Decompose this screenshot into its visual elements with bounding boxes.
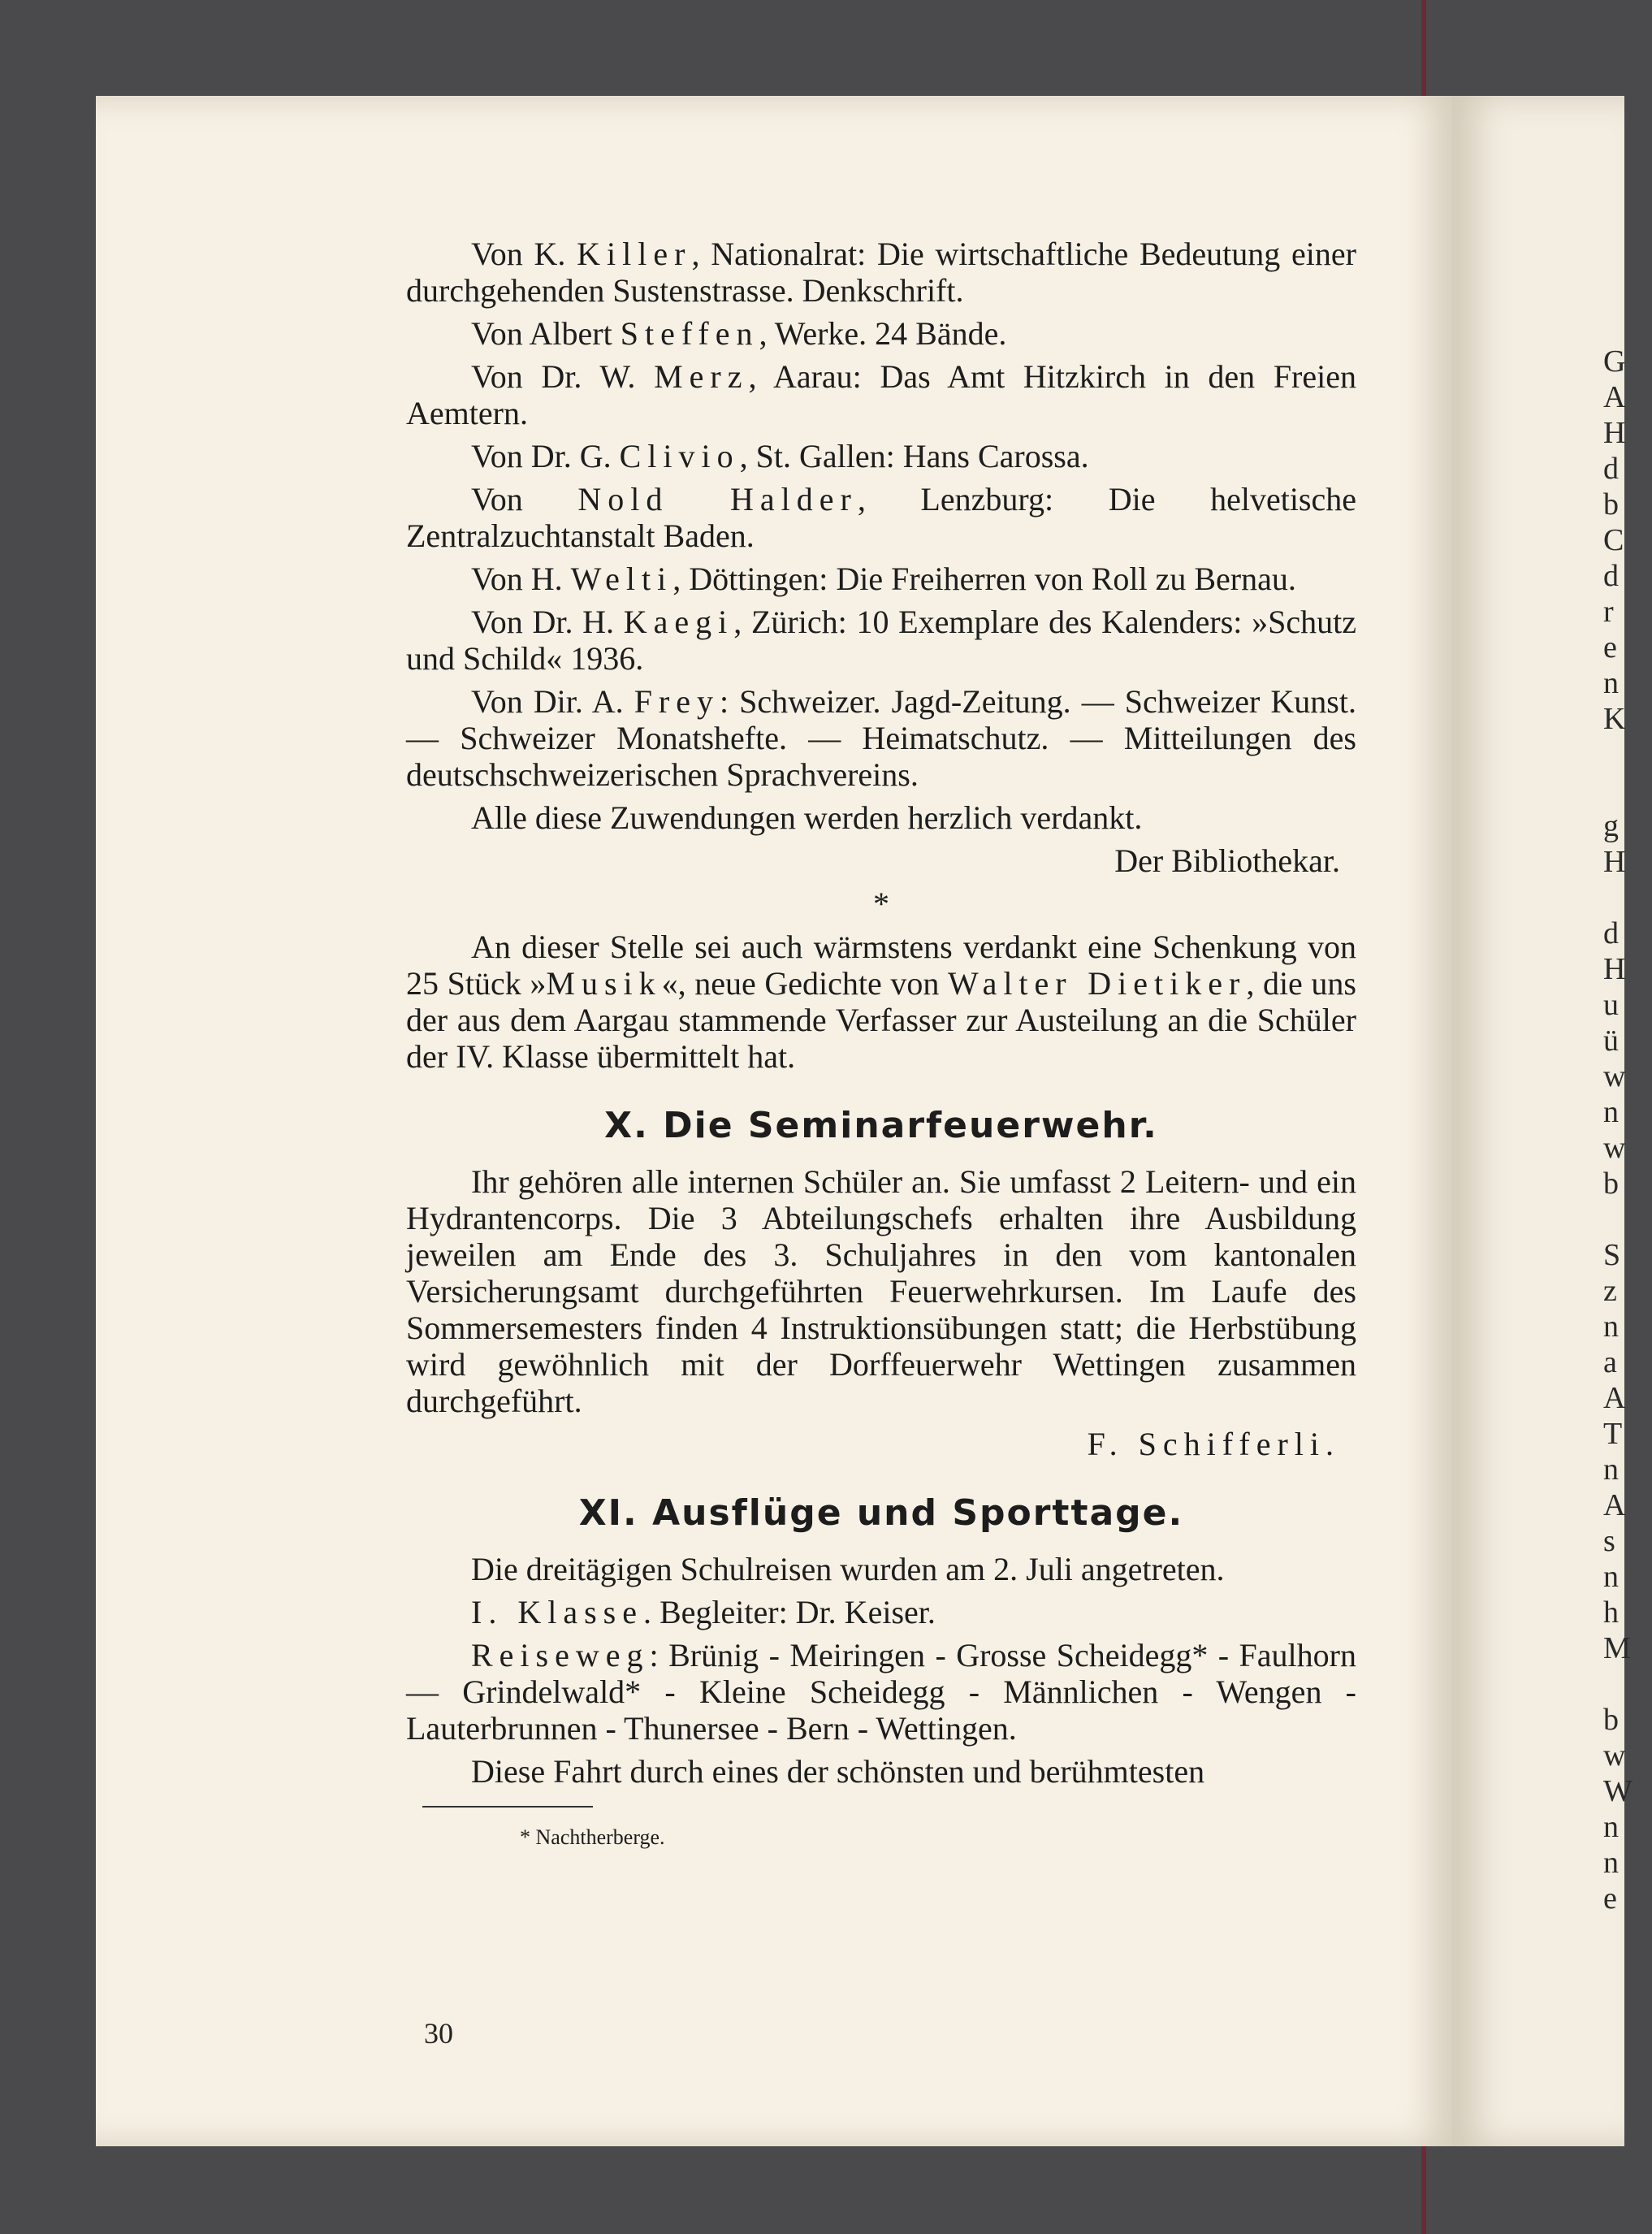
donation-description: : Schweizer. Jagd-Zeitung. — Schweizer Kunst. — Schweizer Monatshefte. — Heimatschutz. — Mitteilungen des deutschschweizerischen Sprachvereins. xyxy=(406,683,1356,793)
footnote-divider xyxy=(422,1806,593,1808)
right-page-fragment: H xyxy=(1603,952,1626,986)
right-page-fragment: w xyxy=(1603,1738,1626,1773)
route-stops: : Brünig - Meiringen - Grosse Scheidegg* - Faulhorn — Grindelwald* - Kleine Scheidegg - Männlichen - Wengen - Lauterbrunnen - Thunersee - Bern - Wettingen. xyxy=(406,1637,1356,1747)
right-page-fragment: e xyxy=(1603,1881,1617,1916)
donation-description: , Aarau: Das Amt Hitzkirch in den Freien Aemtern. xyxy=(406,358,1357,431)
section-x-heading: X. Die Seminarfeuerwehr. xyxy=(604,1105,1158,1146)
donor-prefix: Von Dr. H. xyxy=(471,604,624,640)
donor-name: Kaegi xyxy=(623,604,734,640)
donor-prefix: Von xyxy=(471,481,578,517)
page-number: 30 xyxy=(424,2017,453,2050)
right-page-fragment: b xyxy=(1603,487,1619,522)
donation-paragraph xyxy=(406,929,1356,1075)
acknowledgement-entry xyxy=(406,683,1356,793)
acknowledgement-list xyxy=(406,236,1356,793)
right-page-fragment: n xyxy=(1603,1810,1619,1844)
right-page-fragment: M xyxy=(1603,1631,1631,1665)
acknowledgement-entry xyxy=(406,561,1356,597)
right-page-fragment: n xyxy=(1603,666,1619,700)
right-page-fragment: n xyxy=(1603,1846,1619,1880)
donation-description: , Zürich: 10 Exemplare des Kalenders: »Schutz und Schild« 1936. xyxy=(406,604,1356,677)
page-content xyxy=(406,236,1356,1855)
donor-prefix: Von Dr. W. xyxy=(471,358,655,395)
right-page-fragment: K xyxy=(1603,702,1626,736)
right-page-fragment xyxy=(1603,1666,1652,1702)
right-page-fragment: A xyxy=(1603,1381,1626,1415)
right-page-fragment: n xyxy=(1603,1310,1619,1344)
donor-name: Nold Halder xyxy=(577,481,858,517)
right-page-fragment: n xyxy=(1603,1095,1619,1129)
section-xi-intro: Die dreitägigen Schulreisen wurden am 2. Juli angetreten. xyxy=(471,1551,1225,1587)
right-page-fragment xyxy=(1603,773,1652,808)
donation-description: , Lenzburg: Die helvetische Zentralzuchtanstalt Baden. xyxy=(406,481,1357,554)
right-page-fragment: g xyxy=(1603,809,1619,843)
right-page-fragment: C xyxy=(1603,523,1624,557)
right-page-fragment: n xyxy=(1603,1560,1619,1594)
acknowledgement-entry xyxy=(406,481,1356,554)
right-page-fragment: S xyxy=(1603,1238,1621,1272)
right-page-fragment: n xyxy=(1603,1453,1619,1487)
right-page-fragment: r xyxy=(1603,595,1614,629)
right-page-fragment: T xyxy=(1603,1417,1623,1451)
acknowledgement-entry xyxy=(406,438,1356,474)
class-label: I. Klasse xyxy=(471,1594,643,1630)
right-page-fragment: G xyxy=(1603,344,1626,379)
right-page-fragment: b xyxy=(1603,1167,1619,1201)
acknowledgement-entry xyxy=(406,315,1356,352)
right-page xyxy=(1452,96,1633,2146)
donor-prefix: Von Albert xyxy=(471,315,621,352)
right-page-fragment: W xyxy=(1603,1774,1633,1808)
right-page-fragment: H xyxy=(1603,416,1626,450)
acknowledgement-entry xyxy=(406,358,1356,431)
right-page-fragment: b xyxy=(1603,1703,1619,1737)
right-page-fragment: d xyxy=(1603,916,1619,950)
right-page-fragment: d xyxy=(1603,452,1619,486)
right-page-fragment: h xyxy=(1603,1595,1619,1630)
donation-title: Musik xyxy=(546,965,662,1002)
thanks-text: Alle diese Zuwendungen werden herzlich verdankt. xyxy=(471,799,1143,836)
right-page-fragment: H xyxy=(1603,845,1626,879)
right-page-fragment: e xyxy=(1603,630,1617,665)
section-x-signature: F. Schifferli. xyxy=(1087,1426,1340,1462)
section-xi-route xyxy=(406,1637,1356,1747)
right-page-text-fragments xyxy=(1603,344,1652,1916)
section-xi-class xyxy=(406,1594,1356,1630)
right-page-fragment xyxy=(1603,737,1652,773)
right-page-fragment: s xyxy=(1603,1524,1615,1558)
donation-description: , St. Gallen: Hans Carossa. xyxy=(739,438,1089,474)
donation-author: Walter Dietiker xyxy=(948,965,1247,1002)
right-page-fragment: a xyxy=(1603,1345,1617,1379)
separator-star: * xyxy=(873,885,889,922)
donation-description: , Werke. 24 Bände. xyxy=(759,315,1007,352)
right-page-fragment: u xyxy=(1603,988,1619,1022)
right-page-fragment xyxy=(1603,880,1652,916)
donor-prefix: Von H. xyxy=(471,561,571,597)
donor-name: Steffen xyxy=(620,315,759,352)
donor-name: Welti xyxy=(570,561,673,597)
right-page-fragment: ü xyxy=(1603,1024,1619,1058)
right-page-fragment: w xyxy=(1603,1059,1626,1093)
right-page-fragment xyxy=(1603,1201,1652,1237)
right-page-fragment: w xyxy=(1603,1131,1626,1165)
donor-prefix: Von K. xyxy=(471,236,577,272)
right-page-fragment: z xyxy=(1603,1274,1617,1308)
section-xi-last-line: Diese Fahrt durch eines der schönsten und berühmtesten xyxy=(471,1753,1205,1790)
donation-text-1: An dieser Stelle sei auch wärmstens verdankt eine Schenkung von 25 Stück » xyxy=(406,929,1356,1002)
section-x-text: Ihr gehören alle internen Schüler an. Sie umfasst 2 Leitern- und ein Hydrantencorps. Die 3 Abteilungschefs erhalten ihre Ausbildung jeweilen am Ende des 3. Schuljahres in den vom kantonalen Versicherungsamt durchgeführten Feuerwehrkursen. Im Laufe des Sommersemesters finden 4 Instruktionsübungen statt; die Herbstübung wird gewöhnlich mit der Dorffeuerwehr Wettingen zusammen durchgeführt. xyxy=(406,1163,1356,1419)
donation-description: , Nationalrat: Die wirtschaftliche Bedeutung einer durchgehenden Sustenstrasse. Denkschrift. xyxy=(406,236,1356,309)
right-page-fragment: A xyxy=(1603,380,1626,414)
acknowledgement-entry xyxy=(406,236,1356,309)
right-page-fragment: A xyxy=(1603,1488,1626,1522)
donation-description: , Döttingen: Die Freiherren von Roll zu Bernau. xyxy=(672,561,1296,597)
donor-name: Merz xyxy=(654,358,749,395)
route-label: Reiseweg xyxy=(471,1637,650,1673)
class-companion: . Begleiter: Dr. Keiser. xyxy=(642,1594,936,1630)
section-xi-heading: XI. Ausflüge und Sporttage. xyxy=(578,1492,1184,1534)
right-page-fragment: d xyxy=(1603,559,1619,593)
acknowledgement-entry xyxy=(406,604,1356,677)
donation-text-2: «, neue Gedichte von xyxy=(661,965,949,1002)
donor-name: Killer xyxy=(577,236,692,272)
librarian-signature: Der Bibliothekar. xyxy=(1114,842,1340,879)
donor-name: Frey xyxy=(634,683,720,720)
donor-prefix: Von Dr. G. xyxy=(471,438,620,474)
donation-text-3: , die uns der aus dem Aargau stammende Verfasser zur Austeilung an die Schüler der IV. Klasse übermittelt hat. xyxy=(406,965,1356,1075)
footnote: * Nachtherberge. xyxy=(520,1825,665,1849)
donor-prefix: Von Dir. A. xyxy=(471,683,634,720)
donor-name: Clivio xyxy=(619,438,740,474)
